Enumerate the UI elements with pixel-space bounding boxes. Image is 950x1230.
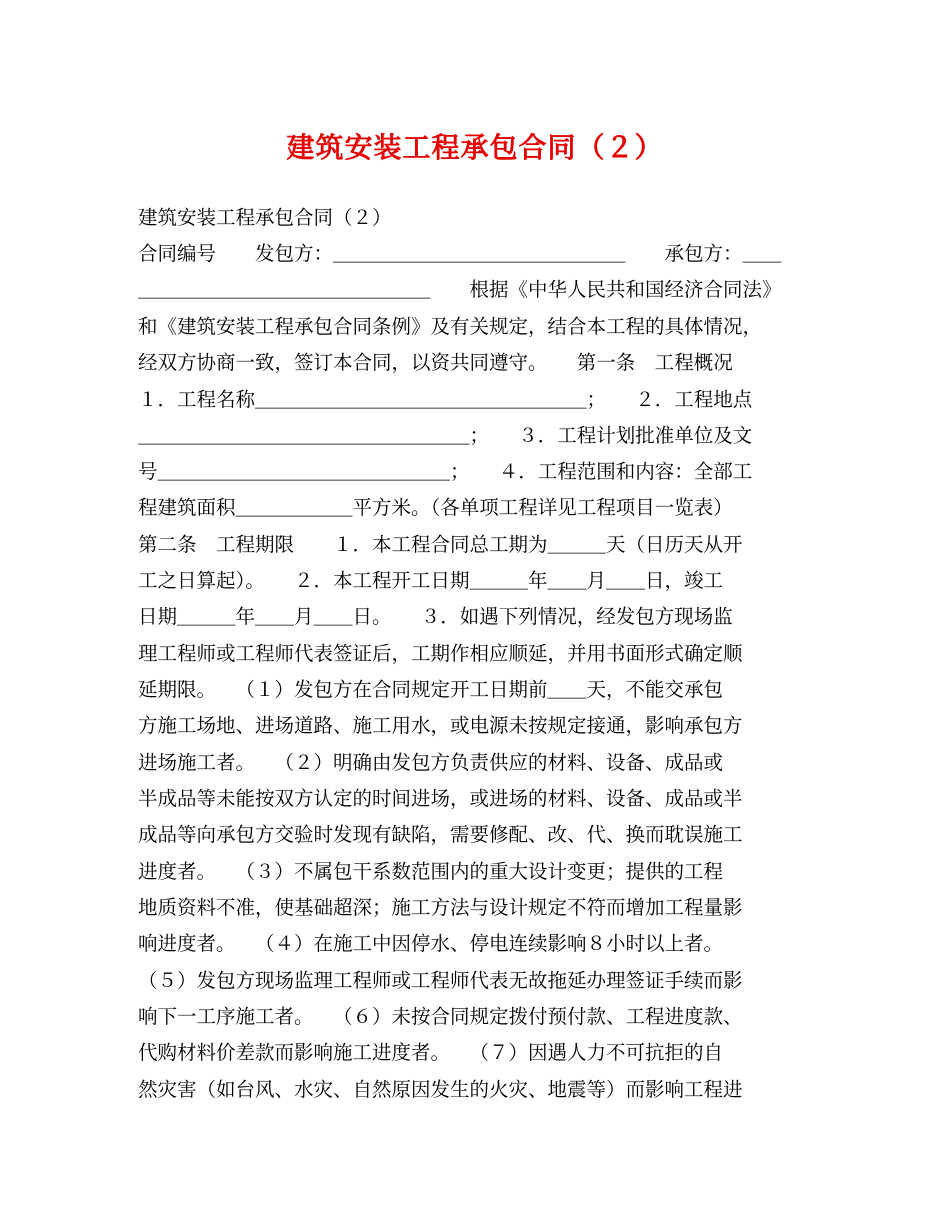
body-line: １．工程名称＿＿＿＿＿＿＿＿＿＿＿＿＿＿＿＿＿； ２．工程地点 — [138, 388, 753, 411]
body-line: 工之日算起）。 ２．本工程开工日期＿＿＿年＿＿月＿＿日，竣工 — [138, 569, 724, 592]
body-line: ＿＿＿＿＿＿＿＿＿＿＿＿＿＿＿＿＿； ３．工程计划批准单位及文 — [138, 424, 753, 447]
body-line: 成品等向承包方交验时发现有缺陷，需要修配、改、代、换而耽误施工 — [138, 823, 743, 846]
body-line: 半成品等未能按双方认定的时间进场，或进场的材料、设备、成品或半 — [138, 787, 743, 810]
body-line: 进场施工者。 （２）明确由发包方负责供应的材料、设备、成品或 — [138, 751, 724, 774]
document-title: 建筑安装工程承包合同（２） — [286, 131, 664, 164]
body-line: 和《建筑安装工程承包合同条例》及有关规定，结合本工程的具体情况， — [138, 315, 763, 338]
body-line: 号＿＿＿＿＿＿＿＿＿＿＿＿＿＿＿； ４．工程范围和内容：全部工 — [138, 460, 753, 483]
body-line: ＿＿＿＿＿＿＿＿＿＿＿＿＿＿＿ 根据《中华人民共和国经济合同法》 — [138, 278, 782, 301]
body-line: 响下一工序施工者。 （６）未按合同规定拨付预付款、工程进度款、 — [138, 1005, 743, 1028]
body-line: 理工程师或工程师代表签证后，工期作相应顺延，并用书面形式确定顺 — [138, 642, 743, 665]
body-line: 代购材料价差款而影响施工进度者。 （７）因遇人力不可抗拒的自 — [138, 1041, 724, 1064]
body-line: 地质资料不准，使基础超深；施工方法与设计规定不符而增加工程量影 — [138, 896, 743, 919]
body-line: 响进度者。 （４）在施工中因停水、停电连续影响８小时以上者。 — [138, 932, 724, 955]
body-line: 合同编号 发包方：＿＿＿＿＿＿＿＿＿＿＿＿＿＿＿ 承包方：＿＿ — [138, 242, 782, 265]
body-line: 建筑安装工程承包合同（２） — [138, 206, 392, 229]
body-line: 日期＿＿＿年＿＿月＿＿日。 ３．如遇下列情况，经发包方现场监 — [138, 605, 733, 628]
body-line: 第二条 工程期限 １．本工程合同总工期为＿＿＿天（日历天从开 — [138, 533, 743, 556]
body-line: 然灾害（如台风、水灾、自然原因发生的火灾、地震等）而影响工程进 — [138, 1078, 743, 1101]
body-line: （５）发包方现场监理工程师或工程师代表无故拖延办理签证手续而影 — [138, 969, 743, 992]
body-line: 延期限。 （１）发包方在合同规定开工日期前＿＿天，不能交承包 — [138, 678, 724, 701]
body-line: 经双方协商一致，签订本合同，以资共同遵守。 第一条 工程概况 — [138, 351, 733, 374]
body-line: 进度者。 （３）不属包干系数范围内的重大设计变更；提供的工程 — [138, 860, 724, 883]
body-line: 方施工场地、进场道路、施工用水，或电源未按规定接通，影响承包方 — [138, 714, 743, 737]
body-line: 程建筑面积＿＿＿＿＿＿平方米。（各单项工程详见工程项目一览表） — [138, 496, 733, 519]
